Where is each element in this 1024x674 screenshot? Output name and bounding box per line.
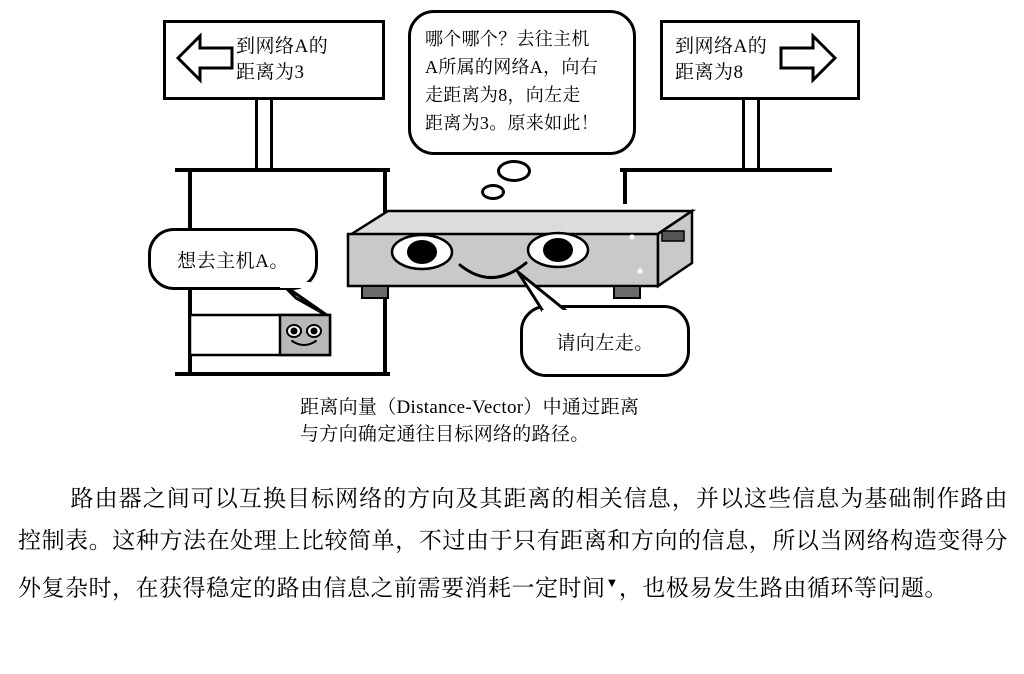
host-speech-bubble (148, 228, 318, 290)
signboard-right-line1: 到网络A的 (675, 36, 768, 57)
figure-caption (300, 394, 770, 448)
figure-caption-line1: 距离向量（Distance-Vector）中通过距离 (300, 397, 640, 418)
footnote-marker: ▼ (605, 575, 619, 590)
host-character (188, 313, 338, 364)
thought-line-1: 哪个哪个？去往主机 (425, 29, 590, 49)
signboard-right-line2: 距离为8 (675, 62, 744, 83)
figure-caption-line2: 与方向确定通往目标网络的路径。 (300, 424, 590, 445)
signboard-right-label (675, 34, 767, 86)
signpost-left (255, 100, 273, 170)
router-speech-text: 请向左走。 (556, 332, 654, 354)
signboard-left-line1: 到网络A的 (236, 36, 329, 57)
arrow-right-icon (777, 30, 839, 91)
router-speech-tail (512, 266, 582, 322)
router-thought-text (425, 25, 619, 137)
paragraph-tail-text: ，也极易发生路由循环等问题。 (618, 575, 948, 601)
arrow-left-icon (174, 30, 236, 91)
thought-dot-large (497, 160, 531, 182)
thought-line-3: 走距离为8，向左走 (425, 85, 581, 105)
thought-line-4: 距离为3。原来如此！ (425, 113, 599, 133)
signboard-left (163, 20, 385, 100)
signboard-right (660, 20, 860, 100)
vertical-line-right (623, 168, 627, 204)
body-paragraph (18, 478, 1008, 610)
signboard-left-label (236, 34, 328, 86)
thought-line-2: A所属的网络A，向右 (425, 57, 598, 77)
signpost-right (742, 100, 760, 170)
signboard-left-line2: 距离为3 (236, 62, 305, 83)
ground-line-bottom (175, 372, 390, 376)
paragraph-main-text: 路由器之间可以互换目标网络的方向及其距离的相关信息，并以这些信息为基础制作路由控制表。这种方法在处理上比较简单，不过由于只有距离和方向的信息，所以当网络构造变得分外复杂时，在获得稳定的路由信息之前需要消耗一定时间 (18, 486, 1008, 601)
thought-dot-small (481, 184, 505, 200)
ground-line-top-left (175, 168, 390, 172)
router-thought-bubble (408, 10, 636, 155)
host-speech-text: 想去主机A。 (177, 250, 289, 272)
ground-line-top-right (620, 168, 832, 172)
